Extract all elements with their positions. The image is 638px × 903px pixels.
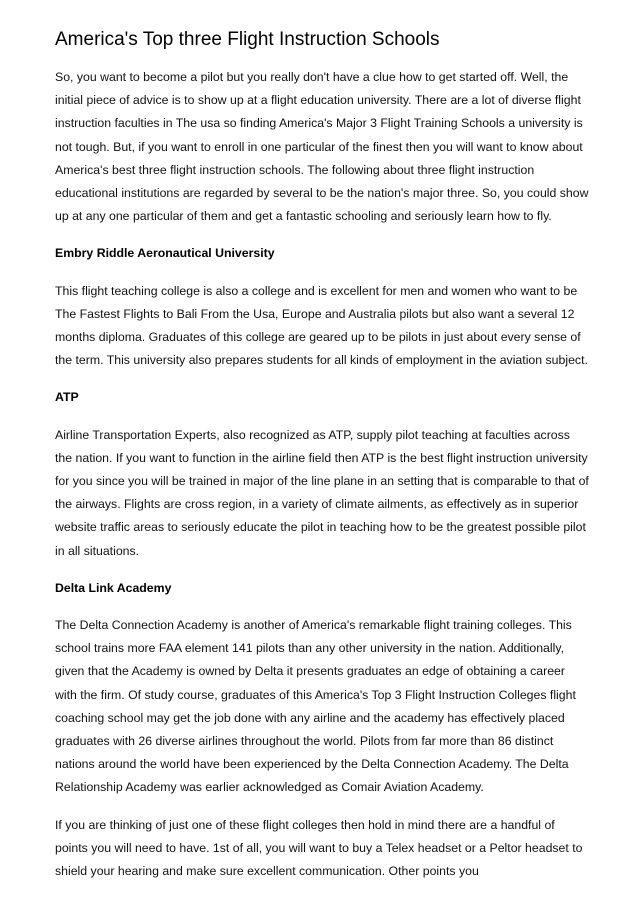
section-heading: Embry Riddle Aeronautical University <box>55 246 275 261</box>
intro-paragraph: So, you want to become a pilot but you really don't have a clue how to get started off. Well, the initial piece of advice is to show up at a flight education university. There are a lot of diverse flight instruction faculties in The usa so finding America's Major 3 Flight Training Schools a university is not tough. But, if you want to enroll in one particular of the finest then you will want to know about America's best three flight instruction schools. The following about three flight instruction educational institutions are regarded by several to be the nation's major three. So, you could show up at any one particular of them and get a fantastic schooling and seriously learn how to fly. <box>55 70 589 224</box>
section-body: Airline Transportation Experts, also recognized as ATP, supply pilot teaching at faculties across the nation. If you want to function in the airline field then ATP is the best flight instruction university for you since you will be trained in major of the line plane in an setting that is comparable to that of the airways. Flights are cross region, in a variety of climate ailments, as effectively as in superior website traffic areas to seriously educate the pilot in teaching how to be the greatest possible pilot in all situations. <box>55 427 589 558</box>
section-heading: ATP <box>55 390 79 405</box>
section-delta-link <box>55 577 589 800</box>
section-atp <box>55 386 589 562</box>
closing-paragraph: If you are thinking of just one of these flight colleges then hold in mind there are a handful of points you will need to have. 1st of all, you will want to buy a Telex headset or a Peltor headset to shield your hearing and make sure excellent communication. Other points you <box>55 817 583 879</box>
section-body: The Delta Connection Academy is another of America's remarkable flight training colleges. This school trains more FAA element 141 pilots than any other university in the nation. Additionally, given that the Academy is owned by Delta it presents graduates an edge of obtaining a career with the firm. Of study course, graduates of this America's Top 3 Flight Instruction Colleges flight coaching school may get the job done with any airline and the academy has effectively placed graduates with 26 diverse airlines throughout the world. Pilots from far more than 86 distinct nations around the world have been experienced by the Delta Connection Academy. The Delta Relationship Academy was earlier acknowledged as Comair Aviation Academy. <box>55 618 576 795</box>
section-heading: Delta Link Academy <box>55 580 172 595</box>
section-embry-riddle <box>55 242 589 372</box>
page-title: America's Top three Flight Instruction Schools <box>55 29 440 50</box>
section-body: This flight teaching college is also a college and is excellent for men and women who want to be The Fastest Flights to Bali From the Usa, Europe and Australia pilots but also want a several 12 months diploma. Graduates of this college are geared up to be pilots in just about every sense of the term. This university also prepares students for all kinds of employment in the aviation subject. <box>55 283 588 368</box>
document-page <box>55 24 589 897</box>
